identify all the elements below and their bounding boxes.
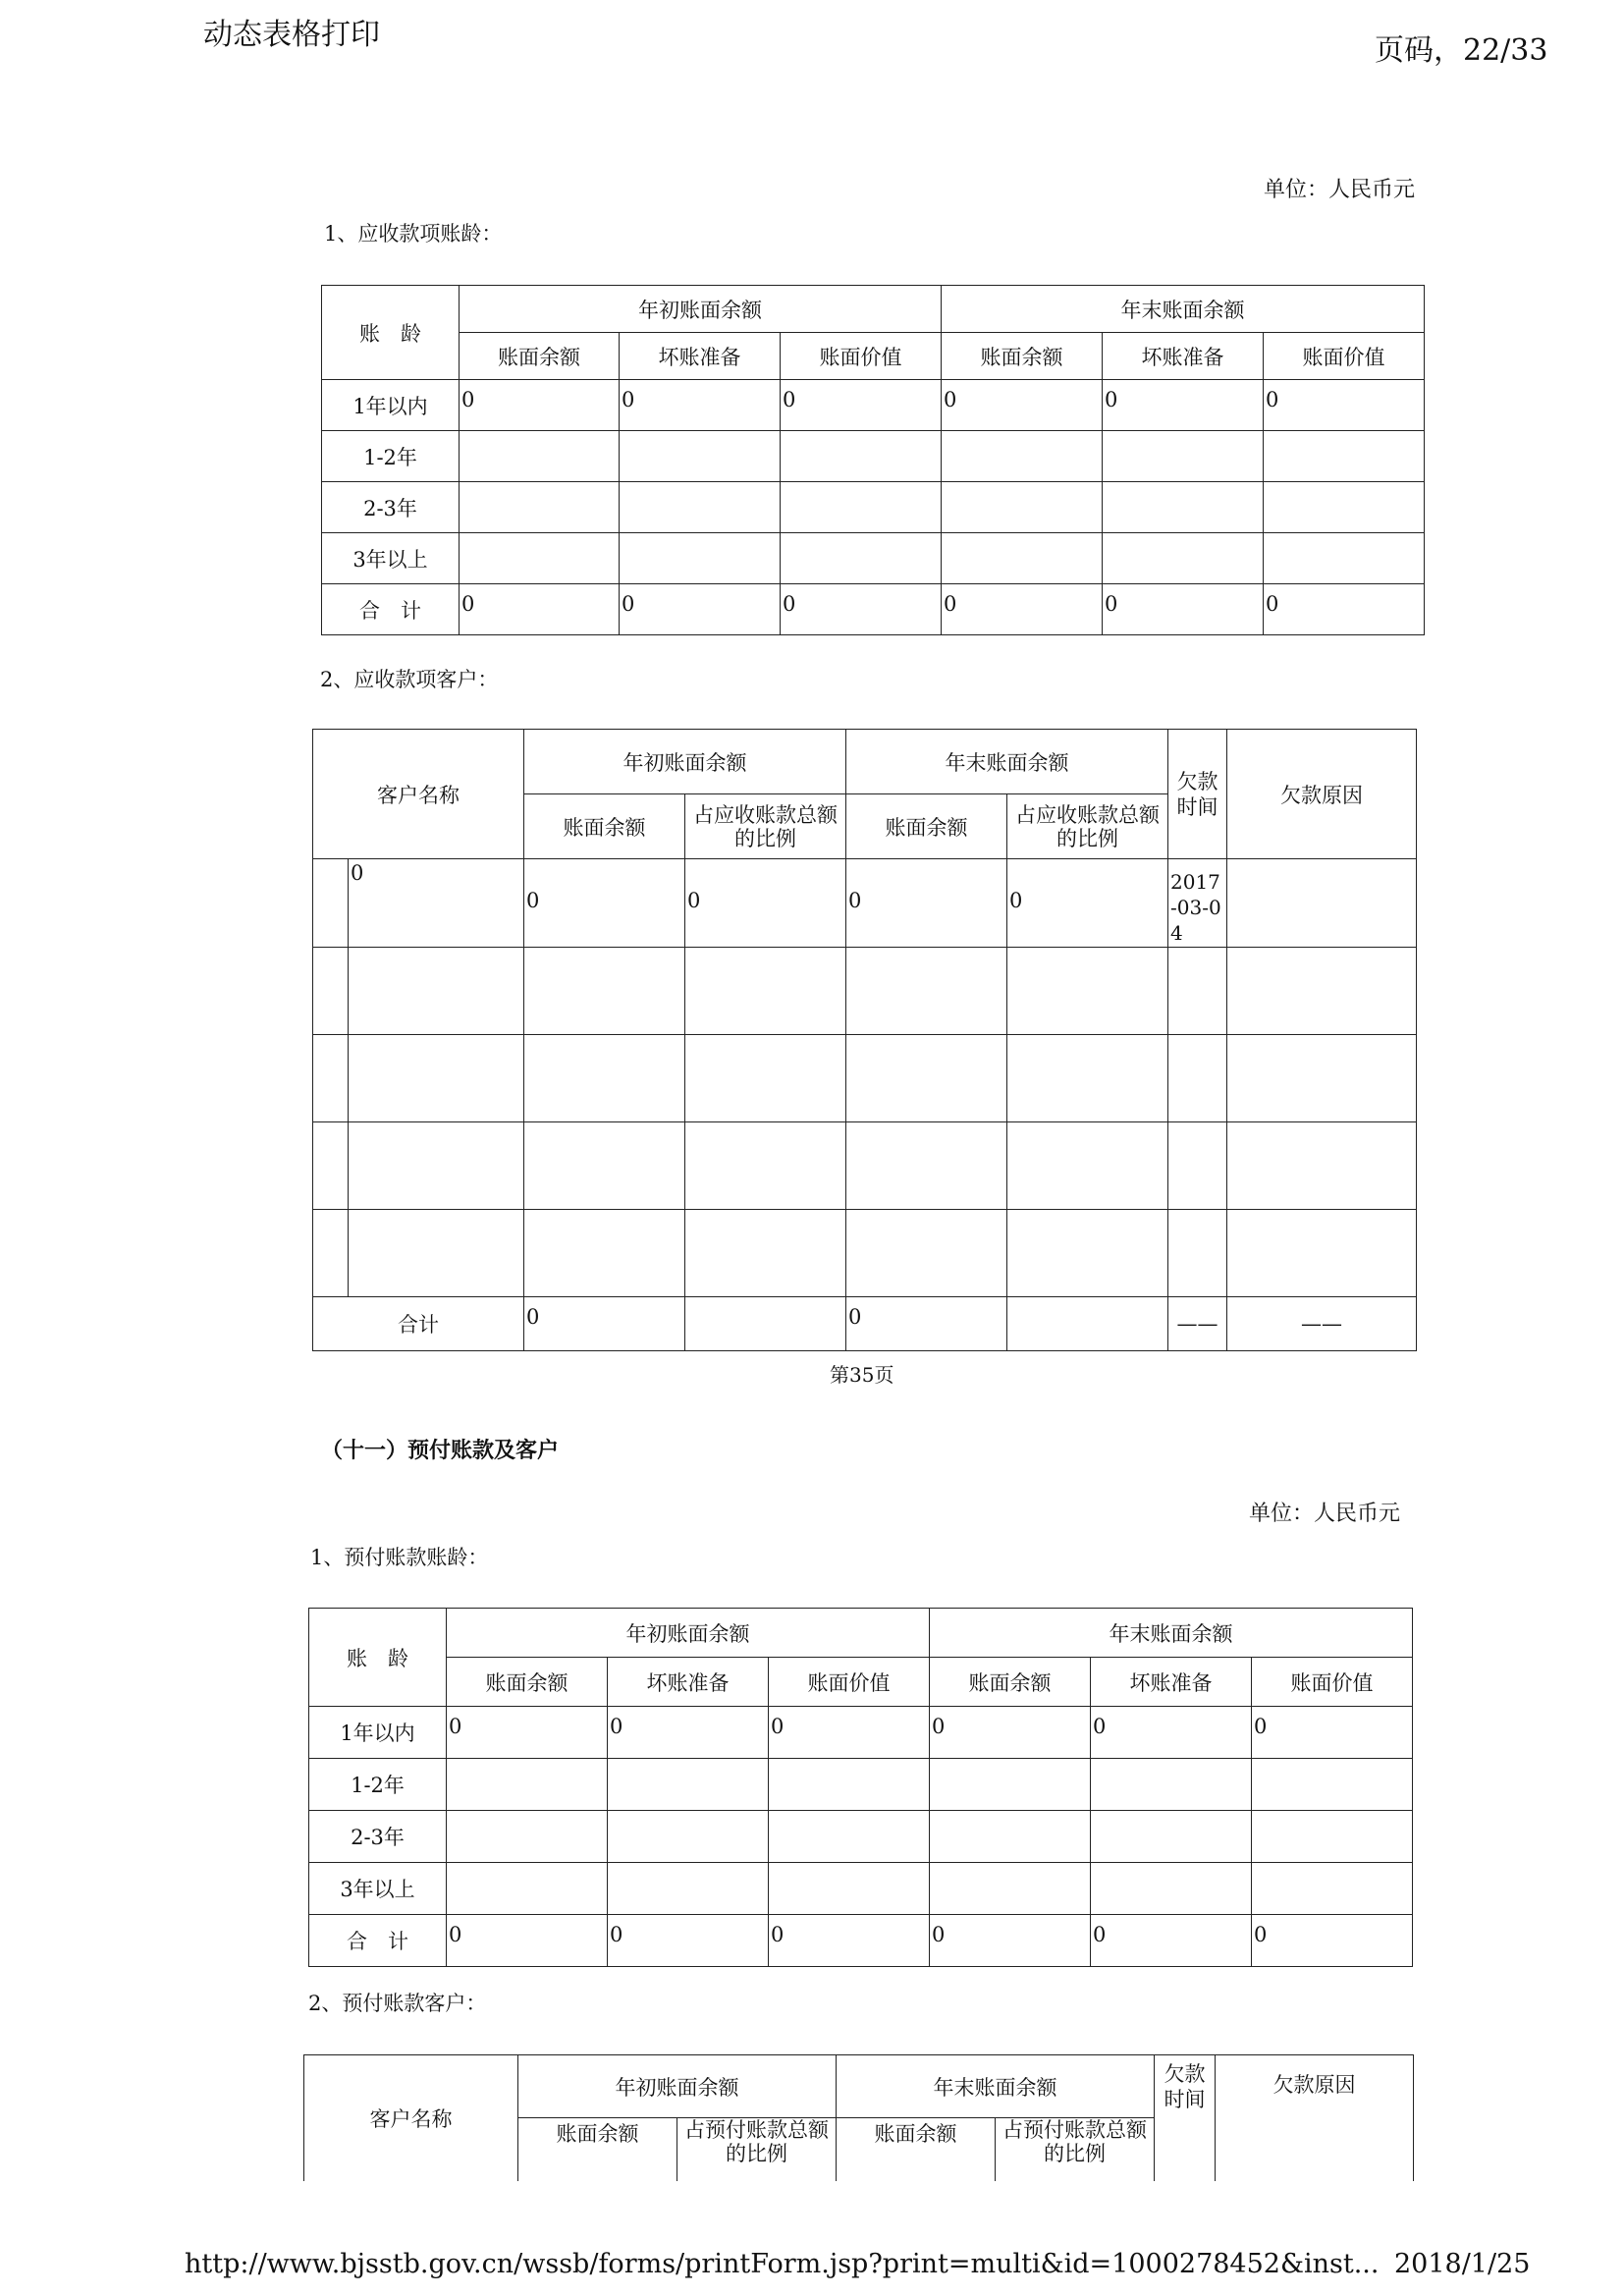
cell xyxy=(1264,431,1425,482)
cell: 0 xyxy=(1252,1915,1413,1967)
table-row xyxy=(309,1811,1413,1863)
cell: 0 xyxy=(846,859,1007,948)
cell xyxy=(942,482,1103,533)
cell xyxy=(608,1863,769,1915)
group-end-header: 年末账面余额 xyxy=(846,730,1168,794)
sub-header: 坏账准备 xyxy=(620,333,781,380)
dash-cell: —— xyxy=(1168,1297,1227,1351)
table-row xyxy=(322,533,1425,584)
cell: 0 xyxy=(942,584,1103,635)
sub-header: 账面余额 xyxy=(846,794,1007,859)
cell: 0 xyxy=(769,1707,930,1759)
cell xyxy=(620,431,781,482)
cell xyxy=(460,482,620,533)
prepaid-section-title: （十一）预付账款及客户 xyxy=(321,1438,560,1463)
cell xyxy=(769,1811,930,1863)
receivable-aging-title: 1、应收款项账龄： xyxy=(324,222,503,246)
cell: 0 xyxy=(930,1915,1091,1967)
prepaid-aging-title: 1、预付账款账龄： xyxy=(310,1546,489,1569)
overdue-time-header: 欠款时间 xyxy=(1155,2055,1216,2181)
cell: 0 xyxy=(460,584,620,635)
sub-header: 账面价值 xyxy=(1264,333,1425,380)
overdue-reason-header: 欠款原因 xyxy=(1216,2055,1414,2181)
group-end-header: 年末账面余额 xyxy=(837,2055,1155,2118)
cell xyxy=(1252,1811,1413,1863)
unit-label: 单位：人民币元 xyxy=(1249,1502,1401,1526)
group-end-header: 年末账面余额 xyxy=(942,286,1425,333)
sub-header: 账面余额 xyxy=(518,2118,677,2181)
cell: 0 xyxy=(608,1707,769,1759)
table-row xyxy=(313,1122,1417,1210)
table-row xyxy=(322,482,1425,533)
cell xyxy=(1252,1759,1413,1811)
sub-header: 账面余额 xyxy=(942,333,1103,380)
cell xyxy=(1091,1863,1252,1915)
page-indicator: 页码，22/33 xyxy=(1375,33,1548,68)
row-label: 1-2年 xyxy=(309,1759,447,1811)
sub-header: 坏账准备 xyxy=(1091,1658,1252,1707)
sub-header: 账面余额 xyxy=(837,2118,996,2181)
dash-cell: —— xyxy=(1227,1297,1417,1351)
cell: 0 xyxy=(447,1707,608,1759)
cell xyxy=(930,1759,1091,1811)
overdue-reason-cell xyxy=(1227,859,1417,948)
footer-url: http://www.bjsstb.gov.cn/wssb/forms/printForm.jsp?print=multi&id=1000278452&inst... xyxy=(185,2249,1380,2279)
customer-name-cell: 0 xyxy=(349,859,524,948)
page-number: 第35页 xyxy=(830,1363,894,1387)
cell xyxy=(447,1863,608,1915)
cell xyxy=(942,533,1103,584)
cell: 0 xyxy=(1091,1915,1252,1967)
cell xyxy=(447,1759,608,1811)
group-begin-header: 年初账面余额 xyxy=(518,2055,837,2118)
unit-label: 单位：人民币元 xyxy=(1264,178,1416,202)
cell xyxy=(460,533,620,584)
row-label: 1年以内 xyxy=(309,1707,447,1759)
cell: 0 xyxy=(1252,1707,1413,1759)
table-row xyxy=(313,1035,1417,1122)
table-row xyxy=(322,380,1425,431)
sub-header: 占预付账款总额的比例 xyxy=(677,2118,837,2181)
cell xyxy=(781,533,942,584)
cell xyxy=(781,482,942,533)
cell: 0 xyxy=(1103,584,1264,635)
cell xyxy=(1252,1863,1413,1915)
sub-header: 账面余额 xyxy=(524,794,685,859)
customer-name-header: 客户名称 xyxy=(304,2055,518,2181)
receivable-aging-table xyxy=(321,285,1425,635)
cell xyxy=(1103,482,1264,533)
prepaid-aging-table xyxy=(308,1608,1413,1967)
cell xyxy=(1264,482,1425,533)
row-label: 合 计 xyxy=(322,584,460,635)
table-row xyxy=(309,1863,1413,1915)
sub-header: 占预付账款总额的比例 xyxy=(996,2118,1155,2181)
sub-header: 账面余额 xyxy=(460,333,620,380)
cell: 0 xyxy=(1091,1707,1252,1759)
cell: 0 xyxy=(608,1915,769,1967)
overdue-time-header: 欠款时间 xyxy=(1168,730,1227,859)
row-label: 1年以内 xyxy=(322,380,460,431)
table-total-row xyxy=(309,1915,1413,1967)
cell: 0 xyxy=(942,380,1103,431)
cell xyxy=(930,1811,1091,1863)
cell: 0 xyxy=(1103,380,1264,431)
cell: 0 xyxy=(781,380,942,431)
cell xyxy=(1007,1297,1168,1351)
cell: 0 xyxy=(447,1915,608,1967)
sub-header: 账面价值 xyxy=(1252,1658,1413,1707)
sub-header: 占应收账款总额的比例 xyxy=(685,794,846,859)
row-label: 3年以上 xyxy=(322,533,460,584)
cell: 0 xyxy=(524,1297,685,1351)
document-title: 动态表格打印 xyxy=(203,18,380,52)
cell xyxy=(1103,431,1264,482)
cell: 0 xyxy=(1007,859,1168,948)
sub-header: 账面价值 xyxy=(769,1658,930,1707)
cell xyxy=(769,1759,930,1811)
cell: 0 xyxy=(460,380,620,431)
footer-date: 2018/1/25 xyxy=(1394,2249,1531,2279)
cell: 0 xyxy=(524,859,685,948)
overdue-reason-header: 欠款原因 xyxy=(1227,730,1417,859)
group-begin-header: 年初账面余额 xyxy=(447,1609,930,1658)
group-begin-header: 年初账面余额 xyxy=(460,286,942,333)
overdue-time-cell: 2017-03-04 xyxy=(1168,859,1227,948)
prepaid-customer-table xyxy=(303,2054,1414,2181)
row-label: 3年以上 xyxy=(309,1863,447,1915)
table-total-row xyxy=(322,584,1425,635)
cell xyxy=(685,1297,846,1351)
row-label: 合 计 xyxy=(309,1915,447,1967)
table-total-row xyxy=(313,1297,1417,1351)
cell: 0 xyxy=(620,380,781,431)
sub-header: 坏账准备 xyxy=(608,1658,769,1707)
table-row xyxy=(313,1210,1417,1297)
cell xyxy=(608,1811,769,1863)
cell xyxy=(930,1863,1091,1915)
table-row xyxy=(322,431,1425,482)
table-row xyxy=(309,1707,1413,1759)
table-row xyxy=(313,948,1417,1035)
aging-corner: 账 龄 xyxy=(309,1609,447,1707)
table-row xyxy=(313,859,1417,948)
cell: 0 xyxy=(781,584,942,635)
sub-header: 账面价值 xyxy=(781,333,942,380)
cell xyxy=(447,1811,608,1863)
row-label: 1-2年 xyxy=(322,431,460,482)
row-label: 2-3年 xyxy=(309,1811,447,1863)
sub-header: 坏账准备 xyxy=(1103,333,1264,380)
cell xyxy=(1103,533,1264,584)
prepaid-customer-title: 2、预付账款客户： xyxy=(308,1992,487,2015)
customer-name-header: 客户名称 xyxy=(313,730,524,859)
aging-corner: 账 龄 xyxy=(322,286,460,380)
sub-header: 账面余额 xyxy=(930,1658,1091,1707)
cell: 0 xyxy=(620,584,781,635)
row-label: 2-3年 xyxy=(322,482,460,533)
cell xyxy=(1091,1759,1252,1811)
cell xyxy=(1264,533,1425,584)
cell xyxy=(620,533,781,584)
cell xyxy=(620,482,781,533)
total-label: 合计 xyxy=(313,1297,524,1351)
receivable-customer-table xyxy=(312,729,1417,1351)
cell: 0 xyxy=(1264,584,1425,635)
cell: 0 xyxy=(846,1297,1007,1351)
cell xyxy=(460,431,620,482)
cell: 0 xyxy=(769,1915,930,1967)
group-end-header: 年末账面余额 xyxy=(930,1609,1413,1658)
cell: 0 xyxy=(685,859,846,948)
group-begin-header: 年初账面余额 xyxy=(524,730,846,794)
cell xyxy=(942,431,1103,482)
cell xyxy=(1091,1811,1252,1863)
cell: 0 xyxy=(930,1707,1091,1759)
sub-header: 占应收账款总额的比例 xyxy=(1007,794,1168,859)
cell xyxy=(608,1759,769,1811)
cell: 0 xyxy=(1264,380,1425,431)
table-row xyxy=(309,1759,1413,1811)
cell xyxy=(769,1863,930,1915)
sub-header: 账面余额 xyxy=(447,1658,608,1707)
cell xyxy=(781,431,942,482)
receivable-customer-title: 2、应收款项客户： xyxy=(320,668,499,691)
